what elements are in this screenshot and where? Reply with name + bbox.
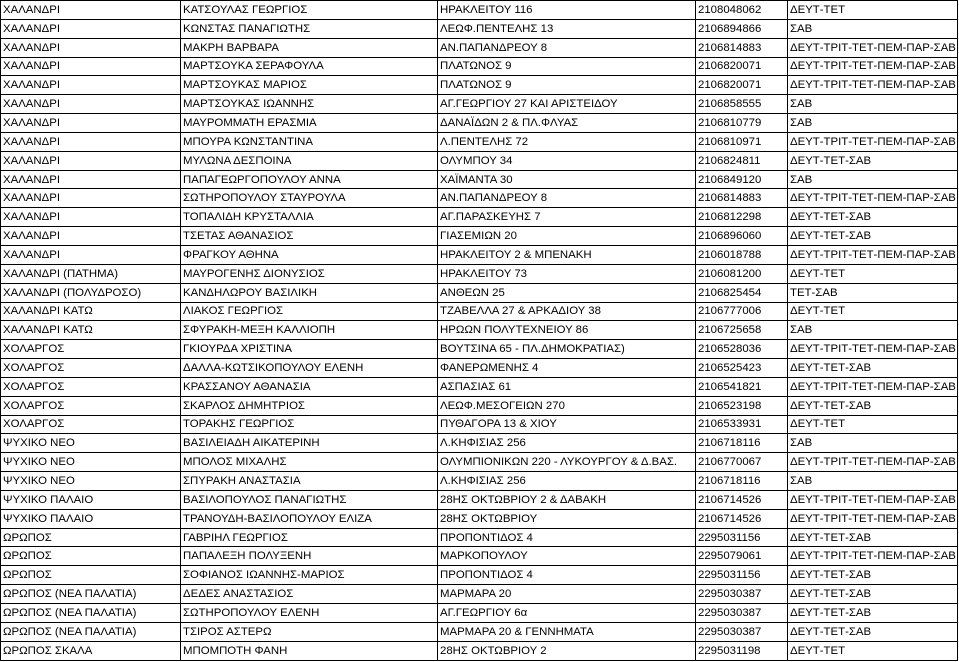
name-cell: ΜΥΛΩΝΑ ΔΕΣΠΟΙΝΑ (181, 151, 438, 170)
days-cell: ΔΕΥΤ-ΤΡΙΤ-ΤΕΤ-ΠΕΜ-ΠΑΡ-ΣΑΒ (788, 57, 958, 76)
address-cell: 28ΗΣ ΟΚΤΩΒΡΙΟΥ (438, 509, 696, 528)
address-cell: ΜΑΡΜΑΡΑ 20 & ΓΕΝΝΗΜΑΤΑ (438, 622, 696, 641)
table-row (1, 264, 958, 283)
days-cell: ΣΑΒ (788, 321, 958, 340)
area-cell: ΩΡΩΠΟΣ (ΝΕΑ ΠΑΛΑΤΙΑ) (1, 604, 181, 623)
days-cell: ΔΕΥΤ-ΤΕΤ-ΣΑΒ (788, 528, 958, 547)
phone-cell: 2106528036 (696, 340, 788, 359)
address-cell: ΠΥΘΑΓΟΡΑ 13 & ΧΙΟΥ (438, 415, 696, 434)
phone-cell: 2106018788 (696, 245, 788, 264)
address-cell: ΑΓ.ΓΕΩΡΓΙΟΥ 6α (438, 604, 696, 623)
name-cell: ΣΩΤΗΡΟΠΟΥΛΟΥ ΕΛΕΝΗ (181, 604, 438, 623)
name-cell: ΤΣΕΤΑΣ ΑΘΑΝΑΣΙΟΣ (181, 227, 438, 246)
area-cell: ΧΑΛΑΝΔΡΙ (1, 95, 181, 114)
table-row (1, 622, 958, 641)
phone-cell: 2106718116 (696, 434, 788, 453)
phone-cell: 2106523198 (696, 396, 788, 415)
table-row (1, 566, 958, 585)
days-cell: ΔΕΥΤ-ΤΡΙΤ-ΤΕΤ-ΠΕΜ-ΠΑΡ-ΣΑΒ (788, 453, 958, 472)
name-cell: ΠΑΠΑΓΕΩΡΓΟΠΟΥΛΟΥ ΑΝΝΑ (181, 170, 438, 189)
area-cell: ΧΑΛΑΝΔΡΙ (1, 76, 181, 95)
name-cell: ΚΑΝΔΗΛΩΡΟΥ ΒΑΣΙΛΙΚΗ (181, 283, 438, 302)
area-cell: ΩΡΩΠΟΣ (ΝΕΑ ΠΑΛΑΤΙΑ) (1, 585, 181, 604)
address-cell: ΦΑΝΕΡΩΜΕΝΗΣ 4 (438, 359, 696, 378)
table-row (1, 19, 958, 38)
days-cell: ΣΑΒ (788, 114, 958, 133)
address-cell: ΗΡΑΚΛΕΙΤΟΥ 73 (438, 264, 696, 283)
address-cell: ΠΡΟΠΟΝΤΙΔΟΣ 4 (438, 566, 696, 585)
name-cell: ΜΠΟΜΠΟΤΗ ΦΑΝΗ (181, 641, 438, 660)
table-row (1, 490, 958, 509)
days-cell: ΔΕΥΤ-ΤΕΤ-ΣΑΒ (788, 622, 958, 641)
days-cell: ΔΕΥΤ-ΤΕΤ-ΣΑΒ (788, 604, 958, 623)
address-cell: ΑΓ.ΓΕΩΡΓΙΟΥ 27 ΚΑΙ ΑΡΙΣΤΕΙΔΟΥ (438, 95, 696, 114)
table-row (1, 283, 958, 302)
area-cell: ΧΑΛΑΝΔΡΙ (1, 170, 181, 189)
phone-cell: 2108048062 (696, 1, 788, 20)
table-row (1, 189, 958, 208)
table-row (1, 415, 958, 434)
phone-cell: 2106725658 (696, 321, 788, 340)
name-cell: ΒΑΣΙΛΟΠΟΥΛΟΣ ΠΑΝΑΓΙΩΤΗΣ (181, 490, 438, 509)
table-row (1, 95, 958, 114)
area-cell: ΨΥΧΙΚΟ ΝΕΟ (1, 453, 181, 472)
name-cell: ΚΡΑΣΣΑΝΟΥ ΑΘΑΝΑΣΙΑ (181, 377, 438, 396)
name-cell: ΣΠΥΡΑΚΗ ΑΝΑΣΤΑΣΙΑ (181, 472, 438, 491)
name-cell: ΣΦΥΡΑΚΗ-ΜΕΞΗ ΚΑΛΛΙΟΠΗ (181, 321, 438, 340)
name-cell: ΔΑΛΛΑ-ΚΩΤΣΙΚΟΠΟΥΛΟΥ ΕΛΕΝΗ (181, 359, 438, 378)
address-cell: ΑΝ.ΠΑΠΑΝΔΡΕΟΥ 8 (438, 189, 696, 208)
phone-cell: 2106714526 (696, 490, 788, 509)
area-cell: ΧΑΛΑΝΔΡΙ (1, 38, 181, 57)
name-cell: ΣΩΤΗΡΟΠΟΥΛΟΥ ΣΤΑΥΡΟΥΛΑ (181, 189, 438, 208)
phone-cell: 2106533931 (696, 415, 788, 434)
address-cell: ΗΡΑΚΛΕΙΤΟΥ 116 (438, 1, 696, 20)
name-cell: ΜΑΡΤΣΟΥΚΑΣ ΙΩΑΝΝΗΣ (181, 95, 438, 114)
name-cell: ΜΑΡΤΣΟΥΚΑΣ ΜΑΡΙΟΣ (181, 76, 438, 95)
table-row (1, 604, 958, 623)
table-row (1, 359, 958, 378)
table-body (1, 1, 958, 661)
table-row (1, 170, 958, 189)
table-row (1, 547, 958, 566)
days-cell: ΔΕΥΤ-ΤΡΙΤ-ΤΕΤ-ΠΕΜ-ΠΑΡ-ΣΑΒ (788, 509, 958, 528)
days-cell: ΣΑΒ (788, 170, 958, 189)
name-cell: ΣΚΑΡΛΟΣ ΔΗΜΗΤΡΙΟΣ (181, 396, 438, 415)
table-row (1, 245, 958, 264)
address-cell: 28ΗΣ ΟΚΤΩΒΡΙΟΥ 2 (438, 641, 696, 660)
phone-cell: 2106810779 (696, 114, 788, 133)
address-cell: ΟΛΥΜΠΙΟΝΙΚΩΝ 220 - ΛΥΚΟΥΡΓΟΥ & Δ.ΒΑΣ. (438, 453, 696, 472)
name-cell: ΜΑΥΡΟΓΕΝΗΣ ΔΙΟΝΥΣΙΟΣ (181, 264, 438, 283)
days-cell: ΔΕΥΤ-ΤΡΙΤ-ΤΕΤ-ΠΕΜ-ΠΑΡ-ΣΑΒ (788, 377, 958, 396)
table-row (1, 114, 958, 133)
address-cell: Λ.ΚΗΦΙΣΙΑΣ 256 (438, 434, 696, 453)
area-cell: ΧΑΛΑΝΔΡΙ ΚΑΤΩ (1, 321, 181, 340)
table-row (1, 453, 958, 472)
address-cell: ΑΣΠΑΣΙΑΣ 61 (438, 377, 696, 396)
area-cell: ΧΟΛΑΡΓΟΣ (1, 340, 181, 359)
name-cell: ΒΑΣΙΛΕΙΑΔΗ ΑΙΚΑΤΕΡΙΝΗ (181, 434, 438, 453)
days-cell: ΔΕΥΤ-ΤΕΤ (788, 302, 958, 321)
phone-cell: 2295079061 (696, 547, 788, 566)
name-cell: ΛΙΑΚΟΣ ΓΕΩΡΓΙΟΣ (181, 302, 438, 321)
days-cell: ΔΕΥΤ-ΤΕΤ-ΣΑΒ (788, 585, 958, 604)
table-row (1, 641, 958, 660)
area-cell: ΧΑΛΑΝΔΡΙ (1, 57, 181, 76)
days-cell: ΔΕΥΤ-ΤΕΤ-ΣΑΒ (788, 151, 958, 170)
table-row (1, 528, 958, 547)
phone-cell: 2106896060 (696, 227, 788, 246)
area-cell: ΧΑΛΑΝΔΡΙ (1, 245, 181, 264)
phone-cell: 2106812298 (696, 208, 788, 227)
address-cell: ΤΖΑΒΕΛΛΑ 27 & ΑΡΚΑΔΙΟΥ 38 (438, 302, 696, 321)
days-cell: ΔΕΥΤ-ΤΡΙΤ-ΤΕΤ-ΠΕΜ-ΠΑΡ-ΣΑΒ (788, 189, 958, 208)
phone-cell: 2106810971 (696, 132, 788, 151)
phone-cell: 2106820071 (696, 76, 788, 95)
phone-cell: 2295031156 (696, 566, 788, 585)
name-cell: ΚΑΤΣΟΥΛΑΣ ΓΕΩΡΓΙΟΣ (181, 1, 438, 20)
address-cell: ΑΝ.ΠΑΠΑΝΔΡΕΟΥ 8 (438, 38, 696, 57)
phone-cell: 2106824811 (696, 151, 788, 170)
address-cell: ΔΑΝΑΪΔΩΝ 2 & ΠΛ.ΦΛΥΑΣ (438, 114, 696, 133)
address-cell: ΜΑΡΜΑΡΑ 20 (438, 585, 696, 604)
table-row (1, 151, 958, 170)
phone-cell: 2295031156 (696, 528, 788, 547)
address-cell: ΛΕΩΦ.ΜΕΣΟΓΕΙΩΝ 270 (438, 396, 696, 415)
phone-cell: 2106820071 (696, 57, 788, 76)
days-cell: ΔΕΥΤ-ΤΕΤ-ΣΑΒ (788, 227, 958, 246)
area-cell: ΧΑΛΑΝΔΡΙ (1, 114, 181, 133)
phone-cell: 2106541821 (696, 377, 788, 396)
address-cell: ΠΛΑΤΩΝΟΣ 9 (438, 76, 696, 95)
address-cell: Λ.ΚΗΦΙΣΙΑΣ 256 (438, 472, 696, 491)
days-cell: ΔΕΥΤ-ΤΕΤ-ΣΑΒ (788, 566, 958, 585)
name-cell: ΚΩΝΣΤΑΣ ΠΑΝΑΓΙΩΤΗΣ (181, 19, 438, 38)
area-cell: ΧΟΛΑΡΓΟΣ (1, 396, 181, 415)
phone-cell: 2295031198 (696, 641, 788, 660)
area-cell: ΧΑΛΑΝΔΡΙ (1, 132, 181, 151)
area-cell: ΧΑΛΑΝΔΡΙ (ΠΟΛΥΔΡΟΣΟ) (1, 283, 181, 302)
phone-cell: 2106714526 (696, 509, 788, 528)
name-cell: ΤΟΠΑΛΙΔΗ ΚΡΥΣΤΑΛΛΙΑ (181, 208, 438, 227)
table-row (1, 302, 958, 321)
area-cell: ΩΡΩΠΟΣ (1, 566, 181, 585)
name-cell: ΜΠΟΥΡΑ ΚΩΝΣΤΑΝΤΙΝΑ (181, 132, 438, 151)
table-row (1, 38, 958, 57)
address-cell: ΧΑΪΜΑΝΤΑ 30 (438, 170, 696, 189)
name-cell: ΓΑΒΡΙΗΛ ΓΕΩΡΓΙΟΣ (181, 528, 438, 547)
days-cell: ΔΕΥΤ-ΤΡΙΤ-ΤΕΤ-ΠΕΜ-ΠΑΡ-ΣΑΒ (788, 76, 958, 95)
address-cell: ΠΡΟΠΟΝΤΙΔΟΣ 4 (438, 528, 696, 547)
area-cell: ΧΑΛΑΝΔΡΙ ΚΑΤΩ (1, 302, 181, 321)
name-cell: ΦΡΑΓΚΟΥ ΑΘΗΝΑ (181, 245, 438, 264)
name-cell: ΔΕΔΕΣ ΑΝΑΣΤΑΣΙΟΣ (181, 585, 438, 604)
address-cell: ΗΡΩΩΝ ΠΟΛΥΤΕΧΝΕΙΟΥ 86 (438, 321, 696, 340)
days-cell: ΔΕΥΤ-ΤΕΤ (788, 641, 958, 660)
area-cell: ΩΡΩΠΟΣ (ΝΕΑ ΠΑΛΑΤΙΑ) (1, 622, 181, 641)
name-cell: ΤΣΙΡΟΣ ΑΣΤΕΡΩ (181, 622, 438, 641)
area-cell: ΨΥΧΙΚΟ ΠΑΛΑΙΟ (1, 490, 181, 509)
area-cell: ΨΥΧΙΚΟ ΝΕΟ (1, 434, 181, 453)
address-cell: ΑΓ.ΠΑΡΑΣΚΕΥΗΣ 7 (438, 208, 696, 227)
address-cell: ΜΑΡΚΟΠΟΥΛΟΥ (438, 547, 696, 566)
days-cell: ΔΕΥΤ-ΤΡΙΤ-ΤΕΤ-ΠΕΜ-ΠΑΡ-ΣΑΒ (788, 340, 958, 359)
days-cell: ΔΕΥΤ-ΤΕΤ (788, 264, 958, 283)
name-cell: ΠΑΠΑΛΕΞΗ ΠΟΛΥΞΕΝΗ (181, 547, 438, 566)
address-cell: 28ΗΣ ΟΚΤΩΒΡΙΟΥ 2 & ΔΑΒΑΚΗ (438, 490, 696, 509)
area-cell: ΩΡΩΠΟΣ (1, 528, 181, 547)
table-row (1, 377, 958, 396)
address-cell: ΒΟΥΤΣΙΝΑ 65 - ΠΛ.ΔΗΜΟΚΡΑΤΙΑΣ) (438, 340, 696, 359)
days-cell: ΔΕΥΤ-ΤΡΙΤ-ΤΕΤ-ΠΕΜ-ΠΑΡ-ΣΑΒ (788, 547, 958, 566)
table-row (1, 1, 958, 20)
table-row (1, 227, 958, 246)
phone-cell: 2295030387 (696, 604, 788, 623)
name-cell: ΜΠΟΛΟΣ ΜΙΧΑΛΗΣ (181, 453, 438, 472)
table-row (1, 585, 958, 604)
name-cell: ΤΟΡΑΚΗΣ ΓΕΩΡΓΙΟΣ (181, 415, 438, 434)
area-cell: ΨΥΧΙΚΟ ΠΑΛΑΙΟ (1, 509, 181, 528)
area-cell: ΧΑΛΑΝΔΡΙ (1, 208, 181, 227)
phone-cell: 2106825454 (696, 283, 788, 302)
area-cell: ΧΑΛΑΝΔΡΙ (1, 227, 181, 246)
phone-cell: 2106777006 (696, 302, 788, 321)
area-cell: ΧΑΛΑΝΔΡΙ (ΠΑΤΗΜΑ) (1, 264, 181, 283)
table-row (1, 509, 958, 528)
days-cell: ΔΕΥΤ-ΤΕΤ (788, 415, 958, 434)
area-cell: ΧΟΛΑΡΓΟΣ (1, 415, 181, 434)
days-cell: ΣΑΒ (788, 434, 958, 453)
days-cell: ΔΕΥΤ-ΤΕΤ-ΣΑΒ (788, 359, 958, 378)
address-cell: ΑΝΘΕΩΝ 25 (438, 283, 696, 302)
days-cell: ΔΕΥΤ-ΤΕΤ (788, 1, 958, 20)
area-cell: ΧΟΛΑΡΓΟΣ (1, 377, 181, 396)
phone-cell: 2106894866 (696, 19, 788, 38)
days-cell: ΔΕΥΤ-ΤΡΙΤ-ΤΕΤ-ΠΕΜ-ΠΑΡ-ΣΑΒ (788, 245, 958, 264)
phone-cell: 2295030387 (696, 585, 788, 604)
area-cell: ΩΡΩΠΟΣ ΣΚΑΛΑ (1, 641, 181, 660)
name-cell: ΤΡΑΝΟΥΔΗ-ΒΑΣΙΛΟΠΟΥΛΟΥ ΕΛΙΖΑ (181, 509, 438, 528)
area-cell: ΧΑΛΑΝΔΡΙ (1, 151, 181, 170)
area-cell: ΧΑΛΑΝΔΡΙ (1, 1, 181, 20)
table-row (1, 132, 958, 151)
days-cell: ΣΑΒ (788, 19, 958, 38)
phone-cell: 2106525423 (696, 359, 788, 378)
table-row (1, 434, 958, 453)
address-cell: ΓΙΑΣΕΜΙΩΝ 20 (438, 227, 696, 246)
phone-cell: 2106814883 (696, 38, 788, 57)
table-row (1, 321, 958, 340)
phone-cell: 2106770067 (696, 453, 788, 472)
name-cell: ΓΚΙΟΥΡΔΑ ΧΡΙΣΤΙΝΑ (181, 340, 438, 359)
area-cell: ΧΑΛΑΝΔΡΙ (1, 19, 181, 38)
address-cell: ΗΡΑΚΛΕΙΤΟΥ 2 & ΜΠΕΝΑΚΗ (438, 245, 696, 264)
table-row (1, 472, 958, 491)
days-cell: ΔΕΥΤ-ΤΕΤ-ΣΑΒ (788, 396, 958, 415)
days-cell: ΔΕΥΤ-ΤΡΙΤ-ΤΕΤ-ΠΕΜ-ΠΑΡ-ΣΑΒ (788, 490, 958, 509)
area-cell: ΩΡΩΠΟΣ (1, 547, 181, 566)
days-cell: ΣΑΒ (788, 95, 958, 114)
phone-cell: 2106849120 (696, 170, 788, 189)
days-cell: ΔΕΥΤ-ΤΕΤ-ΣΑΒ (788, 208, 958, 227)
table-row (1, 396, 958, 415)
phone-cell: 2106718116 (696, 472, 788, 491)
phone-cell: 2106814883 (696, 189, 788, 208)
phone-cell: 2106858555 (696, 95, 788, 114)
table-row (1, 208, 958, 227)
days-cell: ΔΕΥΤ-ΤΡΙΤ-ΤΕΤ-ΠΕΜ-ΠΑΡ-ΣΑΒ (788, 132, 958, 151)
table-row (1, 76, 958, 95)
name-cell: ΜΑΡΤΣΟΥΚΑ ΣΕΡΑΦΟΥΛΑ (181, 57, 438, 76)
address-cell: Λ.ΠΕΝΤΕΛΗΣ 72 (438, 132, 696, 151)
name-cell: ΜΑΚΡΗ ΒΑΡΒΑΡΑ (181, 38, 438, 57)
days-cell: ΔΕΥΤ-ΤΡΙΤ-ΤΕΤ-ΠΕΜ-ΠΑΡ-ΣΑΒ (788, 38, 958, 57)
table-row (1, 340, 958, 359)
phone-cell: 2106081200 (696, 264, 788, 283)
days-cell: ΣΑΒ (788, 472, 958, 491)
name-cell: ΣΟΦΙΑΝΟΣ ΙΩΑΝΝΗΣ-ΜΑΡΙΟΣ (181, 566, 438, 585)
area-cell: ΧΑΛΑΝΔΡΙ (1, 189, 181, 208)
name-cell: ΜΑΥΡΟΜΜΑΤΗ ΕΡΑΣΜΙΑ (181, 114, 438, 133)
area-cell: ΧΟΛΑΡΓΟΣ (1, 359, 181, 378)
phone-cell: 2295030387 (696, 622, 788, 641)
address-cell: ΟΛΥΜΠΟΥ 34 (438, 151, 696, 170)
days-cell: ΤΕΤ-ΣΑΒ (788, 283, 958, 302)
area-cell: ΨΥΧΙΚΟ ΝΕΟ (1, 472, 181, 491)
address-cell: ΛΕΩΦ.ΠΕΝΤΕΛΗΣ 13 (438, 19, 696, 38)
address-cell: ΠΛΑΤΩΝΟΣ 9 (438, 57, 696, 76)
table-row (1, 57, 958, 76)
